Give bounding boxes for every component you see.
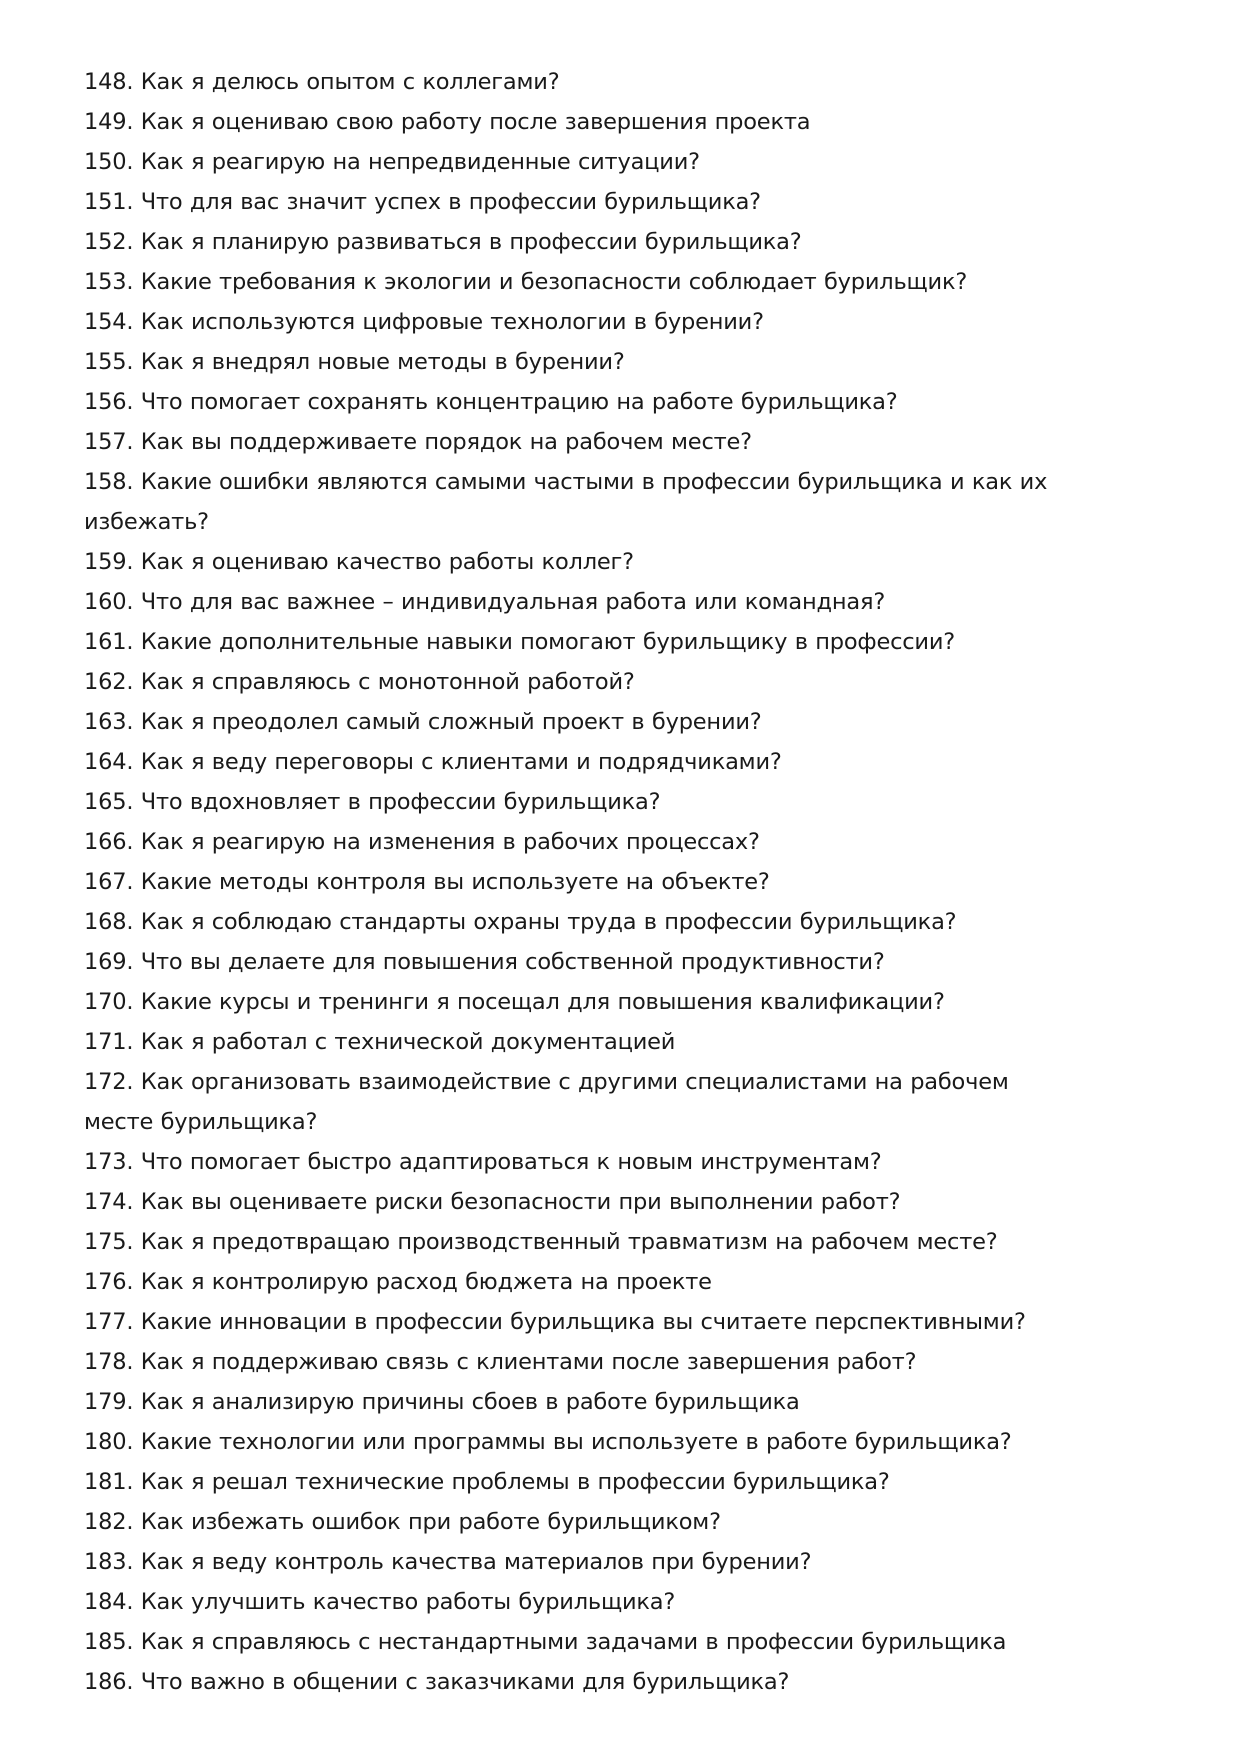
item-number: 166. xyxy=(84,829,134,855)
list-item xyxy=(84,1302,1164,1342)
item-number: 162. xyxy=(84,669,134,695)
item-number: 186. xyxy=(84,1669,134,1695)
item-number: 148. xyxy=(84,69,134,95)
list-item xyxy=(84,102,1164,142)
list-item xyxy=(84,222,1164,262)
item-number: 179. xyxy=(84,1389,134,1415)
item-number: 158. xyxy=(84,469,134,495)
item-number: 175. xyxy=(84,1229,134,1255)
list-item xyxy=(84,942,1164,982)
list-item xyxy=(84,742,1164,782)
item-text: Что для вас значит успех в профессии бурильщика? xyxy=(140,189,761,215)
item-text: Как я справляюсь с монотонной работой? xyxy=(140,669,635,695)
item-text: Как я оцениваю свою работу после завершения проекта xyxy=(140,109,811,135)
item-text: Как я реагирую на непредвиденные ситуации? xyxy=(140,149,700,175)
item-text: Как я внедрял новые методы в бурении? xyxy=(140,349,625,375)
item-text: Какие дополнительные навыки помогают бурильщику в профессии? xyxy=(140,629,956,655)
item-text: Как избежать ошибок при работе бурильщиком? xyxy=(140,1509,721,1535)
list-item xyxy=(84,382,1164,422)
item-number: 160. xyxy=(84,589,134,615)
item-number: 167. xyxy=(84,869,134,895)
item-text: Как я веду переговоры с клиентами и подрядчиками? xyxy=(140,749,782,775)
list-item xyxy=(84,702,1164,742)
list-item xyxy=(84,662,1164,702)
item-number: 174. xyxy=(84,1189,134,1215)
item-number: 149. xyxy=(84,109,134,135)
item-text: Как улучшить качество работы бурильщика? xyxy=(140,1589,676,1615)
list-item xyxy=(84,1022,1164,1062)
item-text: Как я соблюдаю стандарты охраны труда в профессии бурильщика? xyxy=(140,909,957,935)
list-item xyxy=(84,622,1164,662)
item-number: 161. xyxy=(84,629,134,655)
item-number: 171. xyxy=(84,1029,134,1055)
item-text: Как я контролирую расход бюджета на проекте xyxy=(140,1269,712,1295)
list-item xyxy=(84,542,1164,582)
item-text: Что вы делаете для повышения собственной продуктивности? xyxy=(140,949,885,975)
list-item xyxy=(84,142,1164,182)
item-number: 150. xyxy=(84,149,134,175)
list-item xyxy=(84,822,1164,862)
list-item xyxy=(84,1142,1164,1182)
item-number: 177. xyxy=(84,1309,134,1335)
list-item xyxy=(84,1262,1164,1302)
list-item xyxy=(84,1342,1164,1382)
item-text: Как я делюсь опытом с коллегами? xyxy=(140,69,560,95)
item-text: Что помогает быстро адаптироваться к новым инструментам? xyxy=(140,1149,882,1175)
item-text: Какие курсы и тренинги я посещал для повышения квалификации? xyxy=(140,989,945,1015)
list-item xyxy=(84,1662,1164,1702)
item-number: 159. xyxy=(84,549,134,575)
item-text: Какие технологии или программы вы используете в работе бурильщика? xyxy=(140,1429,1012,1455)
list-item xyxy=(84,902,1164,942)
list-item xyxy=(84,1542,1164,1582)
list-item xyxy=(84,1062,1074,1142)
item-text: Как я преодолел самый сложный проект в бурении? xyxy=(140,709,762,735)
item-number: 164. xyxy=(84,749,134,775)
item-number: 181. xyxy=(84,1469,134,1495)
list-item xyxy=(84,342,1164,382)
item-number: 156. xyxy=(84,389,134,415)
item-text: Как я планирую развиваться в профессии бурильщика? xyxy=(140,229,802,255)
list-item xyxy=(84,982,1164,1022)
item-text: Что важно в общении с заказчиками для бурильщика? xyxy=(140,1669,790,1695)
item-text: Как я поддерживаю связь с клиентами после завершения работ? xyxy=(140,1349,917,1375)
item-text: Какие инновации в профессии бурильщика вы считаете перспективными? xyxy=(140,1309,1026,1335)
item-number: 176. xyxy=(84,1269,134,1295)
item-text: Как я веду контроль качества материалов при бурении? xyxy=(140,1549,812,1575)
item-text: Как я справляюсь с нестандартными задачами в профессии бурильщика xyxy=(140,1629,1007,1655)
list-item xyxy=(84,862,1164,902)
list-item xyxy=(84,262,1164,302)
list-item xyxy=(84,1222,1164,1262)
item-text: Какие методы контроля вы используете на объекте? xyxy=(140,869,770,895)
item-number: 170. xyxy=(84,989,134,1015)
list-item xyxy=(84,1622,1164,1662)
item-number: 153. xyxy=(84,269,134,295)
item-text: Как вы оцениваете риски безопасности при выполнении работ? xyxy=(140,1189,901,1215)
item-number: 173. xyxy=(84,1149,134,1175)
item-text: Как я решал технические проблемы в профессии бурильщика? xyxy=(140,1469,890,1495)
list-item xyxy=(84,62,1164,102)
item-number: 163. xyxy=(84,709,134,735)
list-item xyxy=(84,782,1164,822)
item-text: Как я работал с технической документацией xyxy=(140,1029,676,1055)
item-number: 169. xyxy=(84,949,134,975)
list-item xyxy=(84,422,1164,462)
item-number: 157. xyxy=(84,429,134,455)
item-number: 172. xyxy=(84,1069,134,1095)
question-list xyxy=(84,62,1164,1702)
item-text: Что для вас важнее – индивидуальная работа или командная? xyxy=(140,589,886,615)
item-text: Как используются цифровые технологии в бурении? xyxy=(140,309,764,335)
list-item xyxy=(84,1422,1164,1462)
item-text: Как я оцениваю качество работы коллег? xyxy=(140,549,634,575)
item-number: 182. xyxy=(84,1509,134,1535)
item-number: 178. xyxy=(84,1349,134,1375)
list-item xyxy=(84,1182,1164,1222)
item-number: 152. xyxy=(84,229,134,255)
list-item xyxy=(84,1582,1164,1622)
item-text: Какие требования к экологии и безопасности соблюдает бурильщик? xyxy=(140,269,968,295)
list-item xyxy=(84,302,1164,342)
item-text: Что вдохновляет в профессии бурильщика? xyxy=(140,789,661,815)
item-number: 151. xyxy=(84,189,134,215)
item-number: 154. xyxy=(84,309,134,335)
list-item xyxy=(84,1462,1164,1502)
item-number: 180. xyxy=(84,1429,134,1455)
item-text: Как вы поддерживаете порядок на рабочем месте? xyxy=(140,429,752,455)
item-number: 168. xyxy=(84,909,134,935)
item-text: Как я анализирую причины сбоев в работе бурильщика xyxy=(140,1389,800,1415)
item-text: Как организовать взаимодействие с другими специалистами на рабочем месте бурильщика? xyxy=(84,1069,1009,1135)
item-number: 183. xyxy=(84,1549,134,1575)
list-item xyxy=(84,1382,1164,1422)
list-item xyxy=(84,1502,1164,1542)
item-number: 165. xyxy=(84,789,134,815)
item-text: Как я реагирую на изменения в рабочих процессах? xyxy=(140,829,760,855)
item-number: 185. xyxy=(84,1629,134,1655)
list-item xyxy=(84,182,1164,222)
list-item xyxy=(84,462,1164,542)
item-text: Что помогает сохранять концентрацию на работе бурильщика? xyxy=(140,389,898,415)
item-number: 155. xyxy=(84,349,134,375)
list-item xyxy=(84,582,1164,622)
item-text: Как я предотвращаю производственный травматизм на рабочем месте? xyxy=(140,1229,998,1255)
item-text: Какие ошибки являются самыми частыми в профессии бурильщика и как их избежать? xyxy=(84,469,1048,535)
item-number: 184. xyxy=(84,1589,134,1615)
